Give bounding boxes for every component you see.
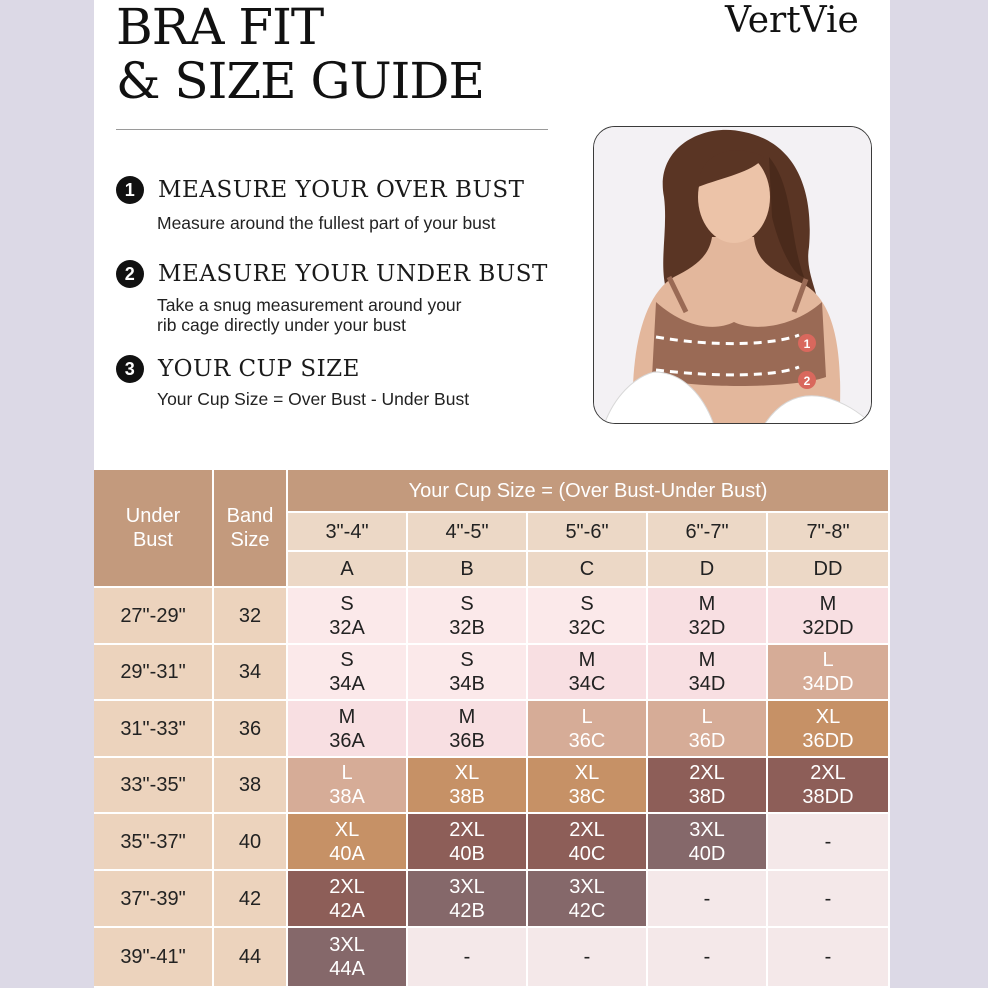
under-bust-value: 33"-35"	[120, 774, 186, 796]
size-label: -	[583, 946, 591, 968]
step-1-text: Measure around the fullest part of your bust	[157, 213, 496, 233]
under-bust-cell	[94, 928, 214, 988]
bra-size: 34A	[329, 673, 365, 695]
bra-size: 40A	[329, 842, 365, 865]
band-size-cell	[214, 871, 288, 928]
size-label: M	[578, 649, 596, 671]
bra-size: 38A	[329, 786, 365, 808]
under-bust-cell	[94, 758, 214, 814]
size-cell	[528, 871, 648, 928]
step-heading-text: MEASURE YOUR OVER BUST	[158, 177, 525, 203]
band-size-cell	[214, 758, 288, 814]
size-cell	[768, 645, 890, 701]
size-label: M	[698, 592, 716, 615]
size-label: 2XL	[449, 818, 485, 841]
cup-range: 7"-8"	[806, 520, 850, 543]
under-bust-cell	[94, 814, 214, 871]
cup-letter-header	[768, 552, 890, 588]
cup-range: 6"-7"	[685, 520, 729, 543]
model-illustration	[594, 127, 872, 424]
size-cell	[408, 758, 528, 814]
cup-letter-header	[528, 552, 648, 588]
under-bust-value: 29"-31"	[120, 661, 186, 683]
size-cell	[648, 814, 768, 871]
size-cell	[408, 701, 528, 758]
page-title-line2: & SIZE GUIDE	[116, 52, 484, 110]
under-bust-value: 37"-39"	[120, 887, 186, 910]
size-label: S	[460, 592, 474, 615]
cup-range-header	[528, 513, 648, 552]
step-1-heading	[116, 175, 524, 205]
cup-letter-header	[288, 552, 408, 588]
header-label: Under Bust	[125, 505, 181, 551]
bra-size: 34D	[688, 673, 726, 695]
header-label: Band Size	[226, 505, 274, 551]
cup-letter-header	[408, 552, 528, 588]
bra-size: 32DD	[802, 616, 854, 639]
marker-1: 1	[803, 337, 811, 351]
size-cell	[288, 588, 408, 645]
marker-2: 2	[803, 374, 811, 388]
divider	[116, 129, 548, 130]
size-cell	[768, 588, 890, 645]
band-size-value: 32	[238, 604, 262, 627]
step-number-1: 1	[116, 176, 144, 204]
size-cell	[528, 588, 648, 645]
size-label: S	[460, 649, 474, 671]
size-cell	[648, 701, 768, 758]
size-label: -	[703, 887, 711, 910]
bra-size: 36C	[568, 729, 606, 752]
band-size-cell	[214, 814, 288, 871]
size-label: 2XL	[329, 875, 365, 898]
bra-size: 34DD	[802, 673, 854, 695]
size-cell	[648, 871, 768, 928]
size-cell	[528, 814, 648, 871]
size-cell	[408, 871, 528, 928]
size-cell	[768, 701, 890, 758]
bra-size: 42C	[568, 899, 606, 922]
size-cell	[288, 758, 408, 814]
bra-size: 32B	[449, 616, 485, 639]
brand-logo: VertVie	[725, 0, 859, 41]
size-label: 3XL	[329, 934, 365, 956]
size-cell	[288, 645, 408, 701]
size-label: M	[338, 705, 356, 728]
size-label: XL	[454, 762, 480, 784]
bra-size: 38D	[688, 786, 726, 808]
size-label: M	[819, 592, 837, 615]
band-size-cell	[214, 928, 288, 988]
size-cell	[648, 758, 768, 814]
size-cell	[288, 814, 408, 871]
step-3-heading	[116, 354, 360, 384]
step-heading-text: MEASURE YOUR UNDER BUST	[158, 261, 548, 287]
size-label: -	[824, 830, 832, 853]
step-number-3: 3	[116, 355, 144, 383]
bra-size: 40C	[568, 842, 606, 865]
header-band-size	[214, 470, 288, 588]
under-bust-cell	[94, 588, 214, 645]
size-label: XL	[815, 705, 841, 728]
header-cup-size	[288, 470, 890, 513]
page-title-line1: BRA FIT	[116, 0, 324, 56]
step-number-2: 2	[116, 260, 144, 288]
bra-size: 40B	[449, 842, 485, 865]
under-bust-value: 35"-37"	[120, 830, 186, 853]
size-cell	[768, 928, 890, 988]
size-label: 2XL	[810, 762, 846, 784]
size-label: L	[701, 705, 713, 728]
size-label: XL	[334, 818, 360, 841]
cup-letter: C	[579, 558, 595, 580]
size-label: S	[340, 592, 354, 615]
size-cell	[288, 928, 408, 988]
size-cell	[408, 928, 528, 988]
under-bust-cell	[94, 871, 214, 928]
size-chart-table	[94, 470, 890, 988]
size-label: L	[341, 762, 353, 784]
cup-letter: A	[340, 558, 354, 580]
size-cell	[288, 701, 408, 758]
size-label: -	[463, 946, 471, 968]
size-cell	[528, 701, 648, 758]
under-bust-value: 27"-29"	[120, 604, 186, 627]
cup-letter: B	[460, 558, 474, 580]
under-bust-value: 31"-33"	[120, 717, 186, 740]
size-label: -	[824, 887, 832, 910]
size-cell	[648, 645, 768, 701]
header-label: Your Cup Size = (Over Bust-Under Bust)	[408, 479, 768, 502]
size-label: S	[340, 649, 354, 671]
under-bust-value: 39"-41"	[120, 946, 186, 968]
size-label: 3XL	[569, 875, 605, 898]
model-photo	[593, 126, 872, 424]
band-size-value: 38	[238, 774, 262, 796]
bra-size: 42A	[329, 899, 365, 922]
bra-size: 36A	[329, 729, 365, 752]
band-size-value: 34	[238, 661, 262, 683]
bra-size: 40D	[688, 842, 726, 865]
size-label: L	[581, 705, 593, 728]
size-label: 2XL	[569, 818, 605, 841]
bra-size: 34B	[449, 673, 485, 695]
bra-size: 36B	[449, 729, 485, 752]
cup-range: 3"-4"	[325, 520, 369, 543]
size-label: -	[703, 946, 711, 968]
size-label: M	[698, 649, 716, 671]
size-cell	[528, 645, 648, 701]
under-bust-cell	[94, 701, 214, 758]
bra-size: 38DD	[802, 786, 854, 808]
size-cell	[288, 871, 408, 928]
size-cell	[408, 645, 528, 701]
under-bust-cell	[94, 645, 214, 701]
size-cell	[648, 928, 768, 988]
step-2-heading	[116, 259, 548, 289]
cup-range-header	[648, 513, 768, 552]
bra-size: 32C	[568, 616, 606, 639]
bra-size: 34C	[568, 673, 606, 695]
band-size-value: 44	[238, 946, 262, 968]
band-size-value: 42	[238, 887, 262, 910]
step-heading-text: YOUR CUP SIZE	[158, 356, 360, 382]
size-label: S	[580, 592, 594, 615]
bra-size: 38C	[568, 786, 606, 808]
band-size-cell	[214, 645, 288, 701]
bra-size: 32D	[688, 616, 726, 639]
cup-range-header	[288, 513, 408, 552]
bra-size: 36DD	[802, 729, 854, 752]
bra-size: 42B	[449, 899, 485, 922]
band-size-cell	[214, 588, 288, 645]
size-label: 3XL	[449, 875, 485, 898]
cup-letter-header	[648, 552, 768, 588]
size-label: XL	[574, 762, 600, 784]
size-label: L	[822, 649, 834, 671]
size-cell	[528, 928, 648, 988]
cup-letter: DD	[813, 558, 843, 580]
bra-size: 32A	[329, 616, 365, 639]
cup-range-header	[408, 513, 528, 552]
cup-range-header	[768, 513, 890, 552]
size-cell	[408, 814, 528, 871]
size-cell	[648, 588, 768, 645]
size-cell	[768, 814, 890, 871]
band-size-value: 40	[238, 830, 262, 853]
size-cell	[768, 871, 890, 928]
size-label: 2XL	[689, 762, 725, 784]
cup-range: 5"-6"	[565, 520, 609, 543]
bra-size: 38B	[449, 786, 485, 808]
size-cell	[408, 588, 528, 645]
size-label: -	[824, 946, 832, 968]
cup-range: 4"-5"	[445, 520, 489, 543]
band-size-value: 36	[238, 717, 262, 740]
step-3-text: Your Cup Size = Over Bust - Under Bust	[157, 389, 470, 409]
size-cell	[528, 758, 648, 814]
step-2-text: Take a snug measurement around your rib cage directly under your bust	[157, 295, 462, 335]
size-cell	[768, 758, 890, 814]
header-under-bust	[94, 470, 214, 588]
cup-letter: D	[699, 558, 715, 580]
size-label: M	[458, 705, 476, 728]
size-label: 3XL	[689, 818, 725, 841]
band-size-cell	[214, 701, 288, 758]
bra-size: 36D	[688, 729, 726, 752]
bra-size: 44A	[329, 958, 365, 980]
